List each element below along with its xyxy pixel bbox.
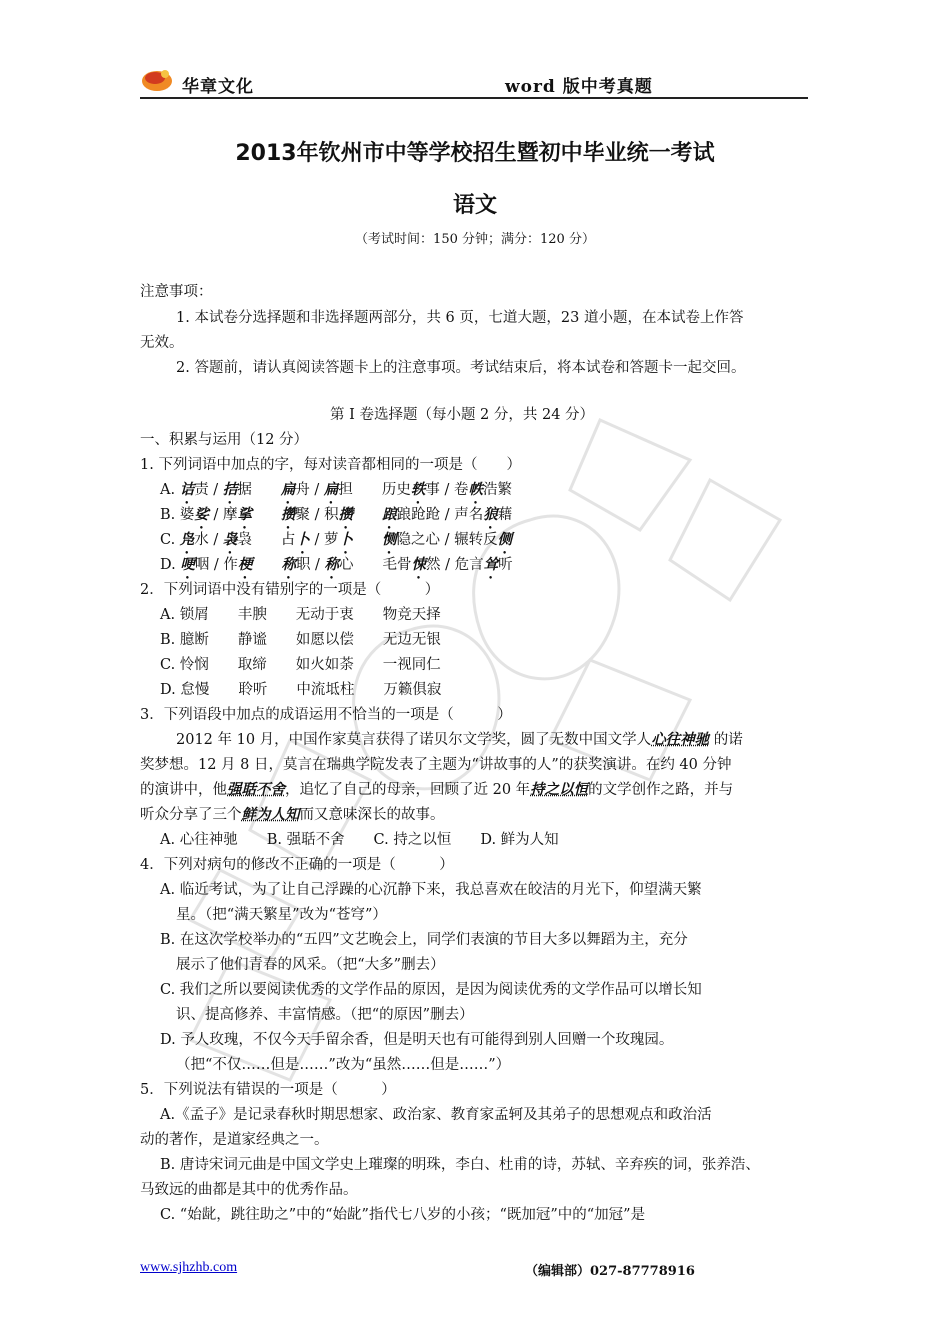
exam-title: 2013年钦州市中等学校招生暨初中毕业统一考试	[235, 141, 715, 166]
dotted-char: 卜	[295, 531, 310, 548]
q4-stem: 4．下列对病句的修改不正确的一项是（ ）	[140, 857, 454, 873]
q3-text: 的诺	[709, 732, 743, 748]
q1-option-a	[160, 480, 512, 507]
q4-option-c: C. 我们之所以要阅读优秀的文学作品的原因，是因为阅读优秀的文学作品可以增长知	[160, 982, 702, 998]
q3-idiom-c: 持之以恒	[530, 781, 589, 798]
header-rule	[140, 97, 808, 99]
notice-item-1-cont: 无效。	[140, 335, 184, 351]
dotted-char: 娑	[194, 506, 209, 523]
option-text: B. 婆	[160, 507, 195, 523]
notice-item-2: 2. 答题前，请认真阅读答题卡上的注意事项。考试结束后，将本试卷和答题卡一起交回。	[176, 360, 746, 376]
option-text	[252, 507, 281, 523]
q3-stem: 3．下列语段中加点的成语运用不恰当的一项是（ ）	[140, 707, 512, 723]
q3-text: 的演讲中，他	[140, 782, 227, 798]
q3-passage-line-1	[176, 730, 743, 750]
q3-text: 2012 年 10 月，中国作家莫言获得了诺贝尔文学奖，圆了无数中国文学人	[176, 732, 652, 748]
dotted-char: 耸	[483, 556, 499, 573]
dotted-char: 踉	[382, 506, 397, 523]
q3-passage-line-4	[140, 805, 445, 825]
option-text: C.	[160, 532, 180, 548]
brand-logo-icon	[140, 66, 174, 92]
dotted-char: 称	[281, 556, 296, 573]
q2-option-d: D. 怠慢 聆听 中流坻柱 万籁俱寂	[160, 682, 442, 698]
option-text: 责 /	[194, 482, 223, 498]
dotted-char: 恻	[382, 531, 397, 548]
q4-option-b-cont: 展示了他们青春的风采。（把“大多”删去）	[176, 957, 445, 973]
q4-option-a: A. 临近考试，为了让自己浮躁的心沉静下来，我总喜欢在皎洁的月光下，仰望满天繁	[160, 882, 702, 898]
q2-option-c: C. 怜悯 取缔 如火如荼 一视同仁	[160, 657, 441, 673]
option-text: 事 / 卷	[425, 482, 469, 498]
option-text: 隐之心 / 辗转反	[396, 532, 498, 548]
footer-phone	[525, 1260, 695, 1279]
q4-option-b: B. 在这次学校举办的“五四”文艺晚会上，同学们表演的节目大多以舞蹈为主，充分	[160, 932, 688, 948]
footer-website-link[interactable]: www.sjhzhb.com	[140, 1260, 238, 1275]
dotted-char: 悚	[411, 556, 427, 573]
notice-item-1: 1. 本试卷分选择题和非选择题两部分，共 6 页，七道大题，23 道小题，在本试卷上作答	[176, 310, 744, 326]
option-text: 聚 / 积	[295, 507, 339, 523]
option-text: 水 /	[194, 532, 223, 548]
dotted-char: 狼	[483, 506, 498, 523]
q3-text: 听众分享了三个	[140, 807, 242, 823]
brand-name: 华章文化	[182, 77, 254, 97]
option-text: 听	[498, 557, 513, 573]
option-text: 职 /	[295, 557, 325, 573]
q4-option-a-cont: 星。（把“满天繁星”改为“苍穹”）	[176, 907, 387, 923]
option-text: 踉跄跄 / 声名	[396, 507, 484, 523]
dotted-char: 轶	[410, 481, 426, 498]
q1-option-d	[160, 555, 513, 582]
dotted-char: 侧	[497, 531, 513, 548]
q5-stem: 5．下列说法有错误的一项是（ ）	[140, 1082, 396, 1098]
dotted-char: 扁	[323, 481, 339, 498]
option-text: / 萝	[309, 532, 339, 548]
q3-text: ，追忆了自己的母亲，回顾了近 20 年	[285, 782, 531, 798]
exam-subject: 语文	[452, 193, 497, 218]
dotted-char: 攒	[280, 506, 296, 523]
q3-idiom-a: 心往神驰	[651, 731, 710, 748]
notice-heading: 注意事项：	[140, 284, 213, 300]
option-text	[252, 557, 281, 573]
dotted-char: 梗	[237, 556, 253, 573]
section-1-heading: 第 I 卷选择题（每小题 2 分，共 24 分）	[330, 407, 595, 423]
q3-passage-line-3	[140, 780, 733, 800]
part-1-heading: 一、积累与运用（12 分）	[140, 432, 309, 448]
dotted-char: 称	[324, 556, 340, 573]
dotted-char: 袅	[222, 531, 238, 548]
dotted-char: 卜	[338, 531, 354, 548]
q4-option-d-cont: （把“不仅……但是……”改为“虽然……但是……”）	[176, 1057, 511, 1073]
option-text: 浩繁	[483, 482, 513, 498]
option-text: 舟 /	[295, 482, 324, 498]
footer-phone-number: 027-87778916	[590, 1264, 695, 1279]
option-text: 藉	[497, 507, 513, 523]
dotted-char: 扁	[280, 481, 296, 498]
q1-option-b	[160, 505, 512, 532]
dotted-char: 哽	[180, 556, 195, 573]
q4-option-c-cont: 识、提高修养、丰富情感。（把“的原因”删去）	[176, 1007, 474, 1023]
q3-passage-line-2: 奖梦想。12 月 8 日，莫言在瑞典学院发表了主题为“讲故事的人”的获奖演讲。在约 40 分钟	[140, 757, 732, 773]
q2-option-b: B. 臆断 静谧 如愿以偿 无边无银	[160, 632, 441, 648]
q3-text: 而又意味深长的故事。	[299, 807, 445, 823]
option-text: 据	[237, 482, 281, 498]
q2-option-a: A. 锁屑 丰腴 无动于衷 物竞天择	[160, 607, 441, 623]
q1-stem: 1. 下列词语中加点的字，每对读音都相同的一项是（ ）	[140, 457, 521, 473]
option-text: / 摩	[208, 507, 238, 523]
q5-option-a-cont: 动的著作，是道家经典之一。	[140, 1132, 329, 1148]
exam-info: （考试时间：150 分钟；满分：120 分）	[355, 232, 595, 247]
q2-stem: 2．下列词语中没有错别字的一项是（ ）	[140, 582, 440, 598]
dotted-char: 拮	[222, 481, 238, 498]
option-text: 心 毛骨	[339, 557, 412, 573]
dotted-char: 帙	[468, 481, 484, 498]
option-text: 担 历史	[338, 482, 411, 498]
option-text: 袅 占	[237, 532, 296, 548]
q5-option-b-cont: 马致远的曲都是其中的优秀作品。	[140, 1182, 358, 1198]
header-doc-type: word 版中考真题	[505, 77, 653, 97]
q3-idiom-d: 鲜为人知	[241, 806, 300, 823]
q1-option-c	[160, 530, 512, 557]
q3-text: 的文学创作之路，并与	[588, 782, 734, 798]
q5-option-b: B. 唐诗宋词元曲是中国文学史上璀璨的明珠，李白、杜甫的诗，苏轼、辛弃疾的词，张养浩、	[160, 1157, 760, 1173]
dotted-char: 挲	[237, 506, 252, 523]
option-text: 然 / 危言	[426, 557, 484, 573]
q3-options: A. 心往神驰 B. 强聒不舍 C. 持之以恒 D. 鲜为人知	[160, 832, 559, 848]
dotted-char: 凫	[179, 531, 195, 548]
footer-phone-label: （编辑部）	[525, 1264, 591, 1279]
dotted-char: 诘	[179, 481, 195, 498]
option-text	[353, 507, 382, 523]
option-text	[353, 532, 382, 548]
option-text: D.	[160, 557, 181, 573]
q4-option-d: D. 予人玫瑰，不仅今天手留余香，但是明天也有可能得到别人回赠一个玫瑰园。	[160, 1032, 674, 1048]
q3-idiom-b: 强聒不舍	[227, 781, 285, 798]
option-text: A.	[160, 482, 180, 498]
dotted-char: 攒	[338, 506, 354, 523]
option-text: 咽 / 作	[194, 557, 238, 573]
q5-option-c: C. “始龀，跳往助之”中的“始龀”指代七八岁的小孩；“既加冠”中的“加冠”是	[160, 1207, 646, 1223]
q5-option-a: A.《孟子》是记录春秋时期思想家、政治家、教育家孟轲及其弟子的思想观点和政治活	[160, 1107, 712, 1123]
